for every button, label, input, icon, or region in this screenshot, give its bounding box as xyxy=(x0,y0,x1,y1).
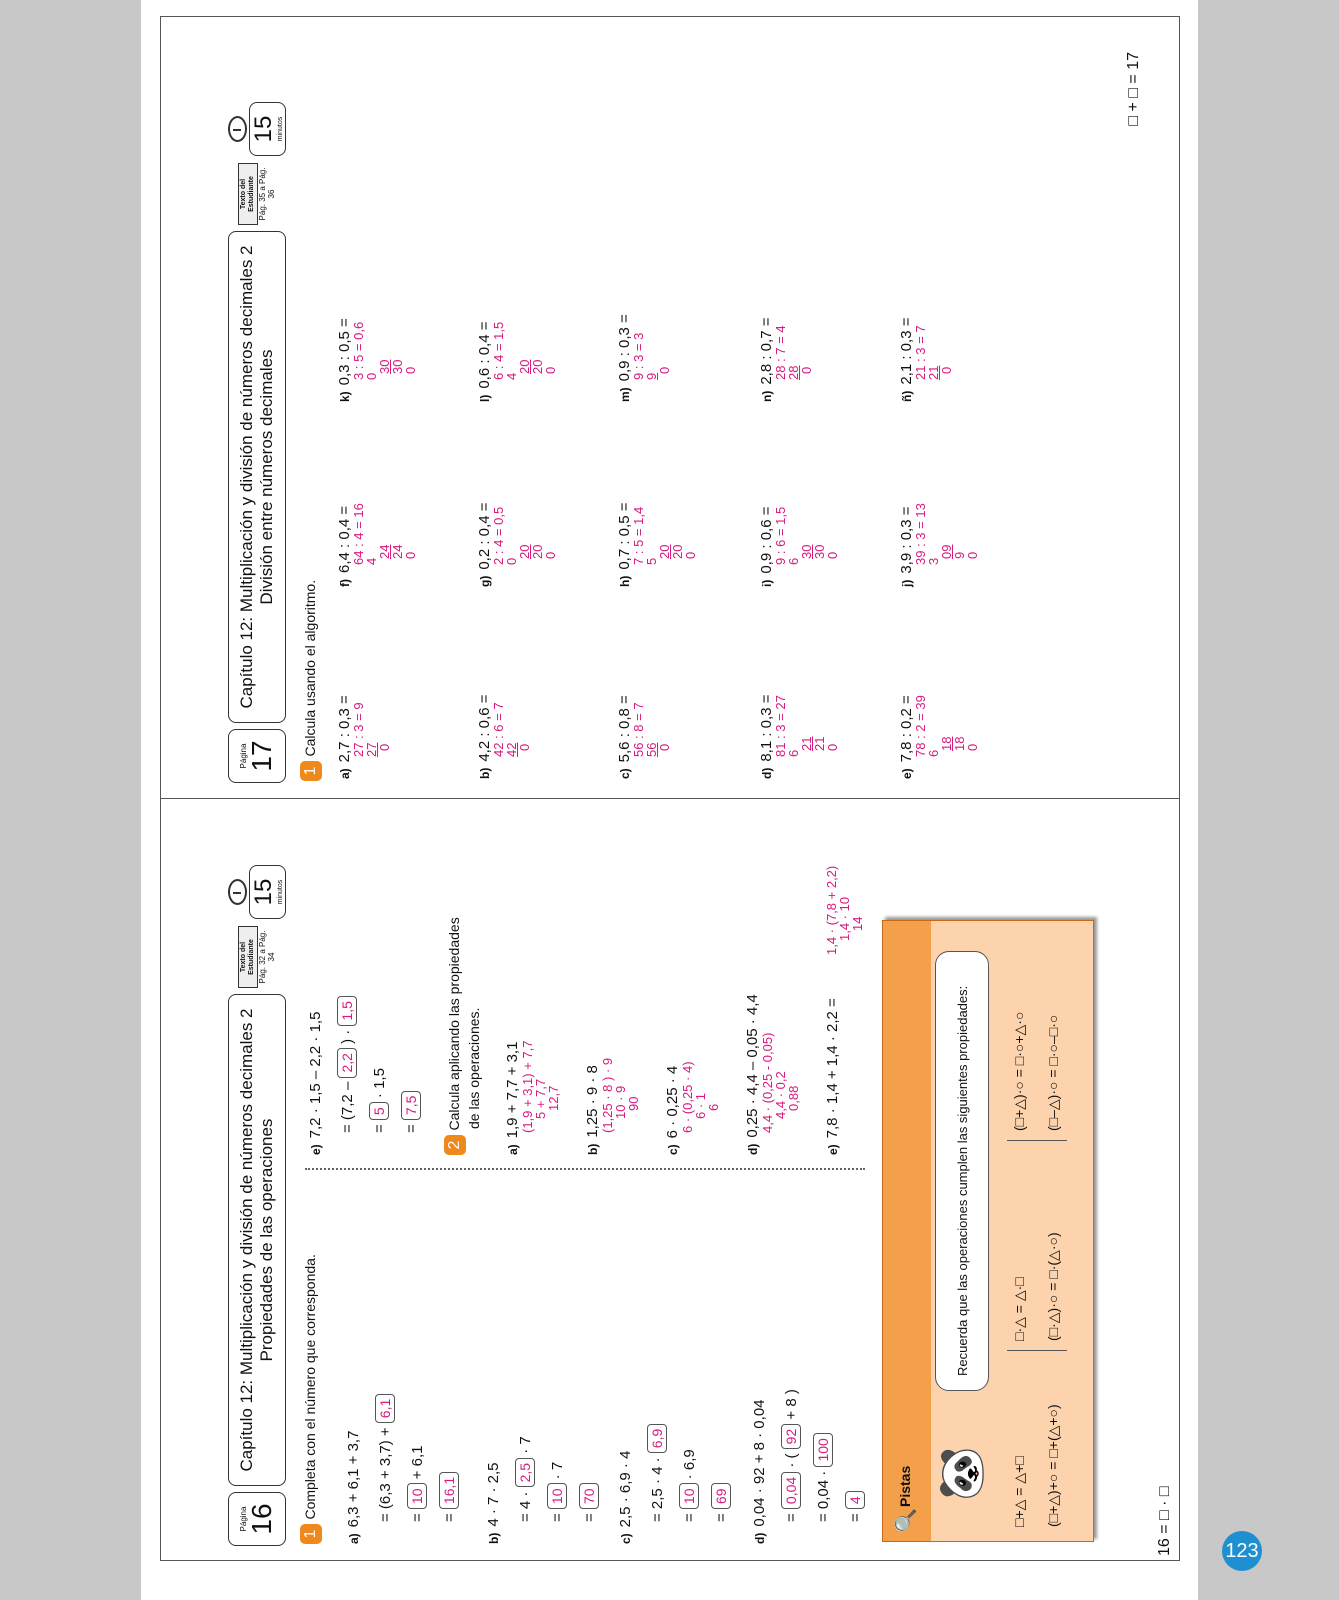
answer-box[interactable]: 16,1 xyxy=(439,1472,459,1509)
division-step: 18 xyxy=(952,736,967,751)
division-step: 24 xyxy=(377,544,392,559)
division-step: 28 : 7 = 4 xyxy=(773,325,788,380)
division-item: i)0,9 : 0,6 = 9 : 6 = 1,5 6 30 30 0 xyxy=(758,506,840,587)
ex1-d: d)0,04 · 92 + 8 · 0,04 = 0,04 · ( 92 + 8 ) = 0,04 · 100 = 4 xyxy=(751,1389,864,1544)
division-step: 0 xyxy=(364,372,379,380)
division-step: 0 xyxy=(517,743,532,751)
page-16 xyxy=(160,795,1180,1560)
division-step: 20 xyxy=(530,544,545,559)
division-step: 3 : 5 = 0,6 xyxy=(351,321,366,380)
chapter-title: Capítulo 12: Multiplicación y división de números decimales 2 xyxy=(237,245,256,709)
chapter-title: Capítulo 12: Multiplicación y división de números decimales 2 xyxy=(237,1008,256,1472)
division-step: 0 xyxy=(799,366,814,374)
page-17 xyxy=(160,32,1180,797)
division-step: 0 xyxy=(403,366,418,374)
page-17-header xyxy=(228,101,286,783)
division-step: 21 xyxy=(812,736,827,751)
commutative-sum: □+△ = △+□ xyxy=(1011,1456,1027,1527)
ex1-c: c)2,5 · 6,9 · 4 = 2,5 · 4 · 6,9 = 10 · 6,9 = 69 xyxy=(610,1424,738,1544)
distributive-sum: (□+△)·○ = □·○+△·○ xyxy=(1011,1011,1027,1131)
division-item: d)8,1 : 0,3 = 81 : 3 = 27 6 21 21 0 xyxy=(758,694,840,779)
division-step: 0 xyxy=(543,551,558,559)
ex1-b: b)4 · 7 · 2,5 = 4 · 2,5 · 7 = 10 · 7 = 70 xyxy=(485,1436,598,1544)
pistas-box: 🔍 Pistas 🐼 Recuerda que las operaciones cumplen las siguientes propiedades: □+△ = △+□ (□+△)+○ = □+(△+○) □·△ = △·□ (□·△)·○ = □·(△·○) (□+△)·○ = □·○+△·○ (□–△)·○ = □·○–□·○ xyxy=(882,920,1094,1542)
division-step: 30 xyxy=(377,359,392,374)
division-step: 0 xyxy=(825,743,840,751)
division-step: 0 xyxy=(965,551,980,559)
page-16-header xyxy=(228,864,286,1546)
topic-title: División entre números decimales xyxy=(257,349,276,605)
division-step: 9 xyxy=(952,551,967,559)
page-number-badge: 123 xyxy=(1222,1531,1262,1571)
page-17-footer: □ + □ = 17 xyxy=(1125,52,1142,126)
answer-box[interactable]: 10 xyxy=(679,1483,699,1509)
division-step: 56 : 8 = 7 xyxy=(631,702,646,757)
distributive-sub: (□–△)·○ = □·○–□·○ xyxy=(1045,1014,1061,1131)
division-step: 4 xyxy=(364,557,379,565)
division-step: 64 : 4 = 16 xyxy=(351,503,366,565)
answer-box[interactable]: 70 xyxy=(579,1483,599,1509)
ex2-d: d)0,25 · 4,4 – 0,05 · 4,4 4,4 · (0,25 - 0,05) 4,4 · 0,2 0,88 xyxy=(744,994,801,1155)
ex2-a: a)1,9 + 7,7 + 3,1 (1,9 + 3,1) + 7,7 5 + 7,7 12,7 xyxy=(504,1040,561,1155)
division-step: 30 xyxy=(390,359,405,374)
division-step: 0 xyxy=(657,366,672,374)
division-step: 9 : 6 = 1,5 xyxy=(773,506,788,565)
division-step: 6 : 4 = 1,5 xyxy=(491,321,506,380)
division-step: 0 xyxy=(377,743,392,751)
answer-box[interactable]: 6,1 xyxy=(375,1394,395,1423)
division-item: j)3,9 : 0,3 = 39 : 3 = 13 3 09 9 0 xyxy=(898,503,980,587)
division-step: 0 xyxy=(403,551,418,559)
division-step: 42 : 6 = 7 xyxy=(491,702,506,757)
clock-icon xyxy=(228,879,247,905)
division-step: 3 xyxy=(926,557,941,565)
ex2-c: c)6 · 0,25 · 4 6 · (0,25 · 4) 6 · 1 6 xyxy=(664,1061,721,1155)
division-step: 6 xyxy=(926,749,941,757)
division-step: 9 xyxy=(644,372,659,380)
ex1-e: e)7,2 · 1,5 – 2,2 · 1,5 = (7,2 – 2,2 ) · 1,5 = 5 · 1,5 = 7,5 xyxy=(300,996,428,1155)
answer-box[interactable]: 1,5 xyxy=(337,996,357,1025)
ex1-a: a)6,3 + 6,1 + 3,7 = (6,3 + 3,7) + 6,1 = 10 + 6,1 = 16,1 xyxy=(338,1394,466,1544)
answer-box[interactable]: 6,9 xyxy=(647,1424,667,1453)
division-item: c)5,6 : 0,8 = 56 : 8 = 7 56 0 xyxy=(616,695,672,779)
division-step: 42 xyxy=(504,742,519,757)
division-step: 0 xyxy=(657,743,672,751)
division-item: b)4,2 : 0,6 = 42 : 6 = 7 42 0 xyxy=(476,694,532,779)
division-item: e)7,8 : 0,2 = 78 : 2 = 39 6 18 18 0 xyxy=(898,695,980,779)
division-step: 0 xyxy=(683,551,698,559)
division-step: 21 : 3 = 7 xyxy=(913,325,928,380)
division-step: 78 : 2 = 39 xyxy=(913,695,928,757)
division-step: 18 xyxy=(939,736,954,751)
page-17-number-box: Página 17 xyxy=(228,729,286,783)
answer-box[interactable]: 10 xyxy=(547,1483,567,1509)
division-step: 28 xyxy=(786,365,801,380)
division-step: 09 xyxy=(939,544,954,559)
answer-box[interactable]: 10 xyxy=(407,1483,427,1509)
division-step: 5 xyxy=(644,557,659,565)
ex2-e: e)7,8 · 1,4 + 1,4 · 2,2 = 1,4 · (7,8 + 2,2) 1,4 · 10 14 xyxy=(824,865,865,1155)
ex2-b: b)1,25 · 9 · 8 (1,25 · 8 ) · 9 10 · 9 90 xyxy=(584,1057,641,1155)
panda-mascot-icon: 🐼 xyxy=(937,1446,986,1501)
division-step: 30 xyxy=(799,544,814,559)
division-step: 0 xyxy=(504,557,519,565)
division-step: 27 xyxy=(364,742,379,757)
answer-box[interactable]: 69 xyxy=(711,1483,731,1509)
division-step: 27 : 3 = 9 xyxy=(351,702,366,757)
associative-mult: (□·△)·○ = □·(△·○) xyxy=(1045,1232,1061,1341)
division-step: 9 : 3 = 3 xyxy=(631,332,646,380)
division-item: m)0,9 : 0,3 = 9 : 3 = 3 9 0 xyxy=(616,314,672,402)
answer-box[interactable]: 2,5 xyxy=(515,1458,535,1487)
answer-box[interactable]: 5 xyxy=(369,1102,389,1120)
division-step: 6 xyxy=(786,557,801,565)
division-step: 39 : 3 = 13 xyxy=(913,503,928,565)
division-step: 20 xyxy=(517,359,532,374)
division-item: f)6,4 : 0,4 = 64 : 4 = 16 4 24 24 0 xyxy=(336,503,418,587)
division-step: 24 xyxy=(390,544,405,559)
answer-box[interactable]: 92 xyxy=(781,1424,801,1450)
division-step: 20 xyxy=(530,359,545,374)
division-item: k)0,3 : 0,5 = 3 : 5 = 0,6 0 30 30 0 xyxy=(336,318,418,402)
hint-bubble: Recuerda que las operaciones cumplen las siguientes propiedades: xyxy=(935,951,989,1391)
commutative-mult: □·△ = △·□ xyxy=(1011,1277,1027,1341)
magnifier-icon: 🔍 xyxy=(895,1508,917,1533)
answer-box[interactable]: 7,5 xyxy=(401,1091,421,1120)
timer: 15 minutos xyxy=(228,864,286,920)
division-item: ñ)2,1 : 0,3 = 21 : 3 = 7 21 0 xyxy=(898,317,954,402)
answer-box[interactable]: 2,2 xyxy=(337,1048,357,1077)
division-step: 21 xyxy=(799,736,814,751)
division-step: 7 : 5 = 1,4 xyxy=(631,506,646,565)
division-item: h)0,7 : 0,5 = 7 : 5 = 1,4 5 20 20 0 xyxy=(616,502,698,587)
division-step: 81 : 3 = 27 xyxy=(773,695,788,757)
division-step: 4 xyxy=(504,372,519,380)
texto-estudiante-ref: Texto del Estudiante Pág. 35 a Pág. 36 xyxy=(228,163,286,225)
answer-box[interactable]: 100 xyxy=(813,1433,833,1466)
exercise-1-header: 1 Calcula usando el algoritmo. xyxy=(300,580,322,781)
division-step: 20 xyxy=(670,544,685,559)
page-16-number-box: Página 16 xyxy=(228,1492,286,1546)
division-step: 0 xyxy=(543,366,558,374)
column-separator xyxy=(305,1168,865,1170)
answer-box[interactable]: 0,04 xyxy=(781,1472,801,1509)
exercise-2-header: 2 Calcula aplicando las propiedades de las operaciones. xyxy=(444,917,482,1155)
clock-icon xyxy=(228,116,247,142)
division-item: l)0,6 : 0,4 = 6 : 4 = 1,5 4 20 20 0 xyxy=(476,321,558,402)
division-item: g)0,2 : 0,4 = 2 : 4 = 0,5 0 20 20 0 xyxy=(476,502,558,587)
page-16-footer: 16 = □ · □ xyxy=(1156,1486,1173,1556)
answer-box[interactable]: 4 xyxy=(845,1491,865,1509)
division-step: 0 xyxy=(965,743,980,751)
division-step: 6 xyxy=(786,749,801,757)
timer: 15 minutos xyxy=(228,101,286,157)
division-item: n)2,8 : 0,7 = 28 : 7 = 4 28 0 xyxy=(758,317,814,402)
page-16-chapter-box xyxy=(228,994,286,1486)
associative-sum: (□+△)+○ = □+(△+○) xyxy=(1045,1404,1061,1527)
division-step: 20 xyxy=(517,544,532,559)
division-item: a)2,7 : 0,3 = 27 : 3 = 9 27 0 xyxy=(336,695,392,779)
division-step: 20 xyxy=(657,544,672,559)
texto-estudiante-ref: Texto del Estudiante Pág. 32 a Pág. 34 xyxy=(228,926,286,988)
division-step: 56 xyxy=(644,742,659,757)
exercise-1-header: 1 Completa con el número que corresponda. xyxy=(300,1254,322,1544)
division-step: 2 : 4 = 0,5 xyxy=(491,506,506,565)
division-step: 30 xyxy=(812,544,827,559)
page-17-chapter-box xyxy=(228,231,286,723)
division-step: 0 xyxy=(825,551,840,559)
division-step: 0 xyxy=(939,366,954,374)
topic-title: Propiedades de las operaciones xyxy=(257,1118,276,1362)
division-step: 21 xyxy=(926,365,941,380)
